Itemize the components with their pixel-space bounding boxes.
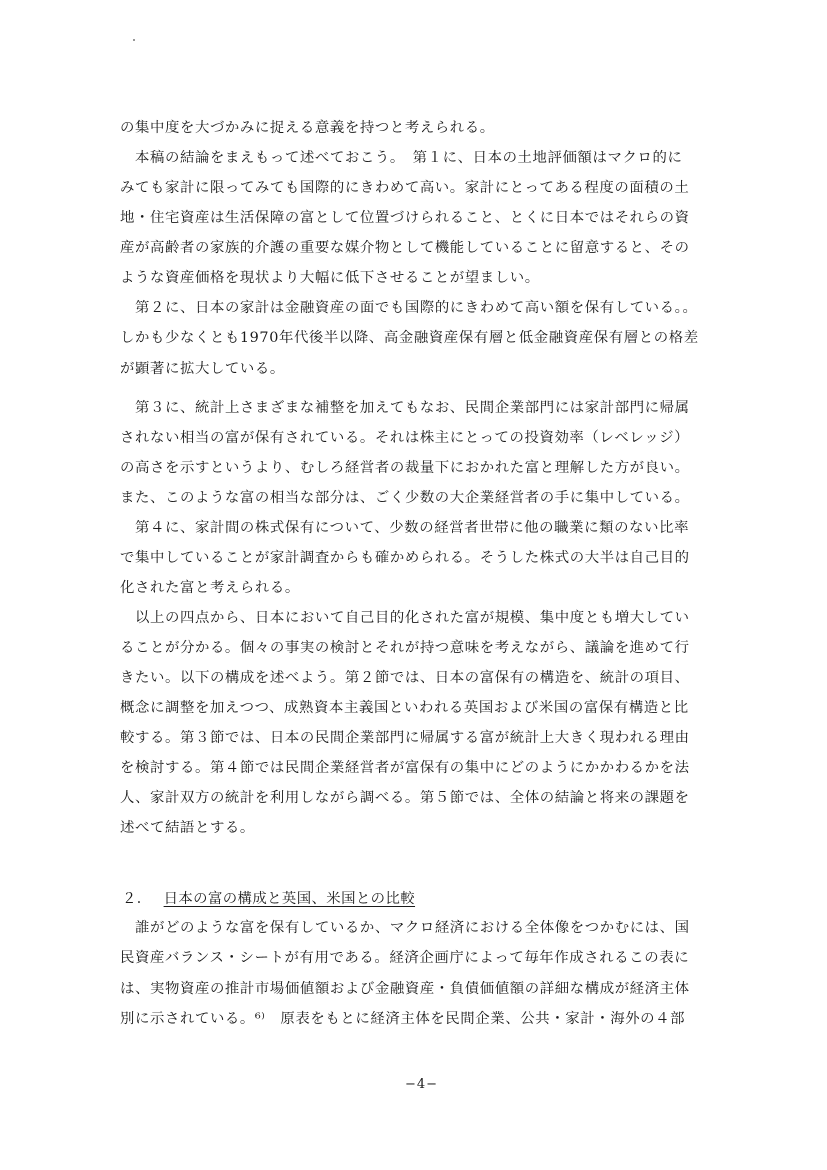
text-line: 述べて結語とする。 bbox=[120, 820, 255, 836]
text-line: 本稿の結論をまえもって述べておこう。 第１に、日本の土地評価額はマクロ的に bbox=[135, 150, 683, 166]
text-line: 第２に、日本の家計は金融資産の面でも国際的にきわめて高い額を保有している。。 bbox=[135, 300, 698, 316]
text-line: 人、家計双方の統計を利用しながら調べる。第５節では、全体の結論と将来の課題を bbox=[120, 790, 690, 806]
text-line: の高さを示すというより、むしろ経営者の裁量下におかれた富と理解した方が良い。 bbox=[120, 460, 690, 476]
text-line: また、このような富の相当な部分は、ごく少数の大企業経営者の手に集中している。 bbox=[120, 490, 690, 506]
text-line: 以上の四点から、日本において自己目的化された富が規模、集中度とも増大してい bbox=[135, 610, 690, 626]
text-line: 較する。第３節では、日本の民間企業部門に帰属する富が統計上大きく現われる理由 bbox=[120, 730, 690, 746]
text-line: 別に示されている。⁶⁾ 原表をもとに経済主体を民間企業、公共・家計・海外の４部 bbox=[120, 1011, 686, 1027]
text-line: で集中していることが家計調査からも確かめられる。そうした株式の大半は自己目的 bbox=[120, 550, 690, 566]
text-line: 民資産バランス・シートが有用である。経済企画庁によって毎年作成されるこの表に bbox=[120, 950, 690, 966]
text-line: 第３に、統計上さまざまな補整を加えてもなお、民間企業部門には家計部門に帰属 bbox=[135, 400, 690, 416]
text-line: は、実物資産の推計市場価値額および金融資産・負債価値額の詳細な構成が経済主体 bbox=[120, 981, 690, 997]
scan-speck bbox=[133, 39, 135, 41]
section-heading bbox=[122, 890, 415, 908]
text-line: 誰がどのような富を保有しているか、マクロ経済における全体像をつかむには、国 bbox=[135, 920, 690, 936]
section-title: 日本の富の構成と英国、米国との比較 bbox=[163, 891, 416, 907]
text-line: の集中度を大づかみに捉える意義を持つと考えられる。 bbox=[120, 120, 495, 136]
text-line: 産が高齢者の家族的介護の重要な媒介物として機能していることに留意すると、その bbox=[120, 240, 690, 256]
text-line: しかも少なくとも1970年代後半以降、高金融資産保有層と低金融資産保有層との格差 bbox=[120, 330, 699, 346]
text-line: 概念に調整を加えつつ、成熟資本主義国といわれる英国および米国の富保有構造と比 bbox=[120, 700, 689, 716]
text-line: ような資産価格を現状より大幅に低下させることが望ましい。 bbox=[120, 270, 540, 286]
text-line: を検討する。第４節では民間企業経営者が富保有の集中にどのようにかかわるかを法 bbox=[120, 760, 690, 776]
text-line: 地・住宅資産は生活保障の富として位置づけられること、とくに日本ではそれらの資 bbox=[120, 210, 690, 226]
text-line: されない相当の富が保有されている。それは株主にとっての投資効率（レベレッジ） bbox=[120, 430, 690, 446]
text-line: ることが分かる。個々の事実の検討とそれが持つ意味を考えながら、議論を進めて行 bbox=[120, 640, 690, 656]
text-line: が顕著に拡大している。 bbox=[120, 361, 285, 377]
text-line: 第４に、家計間の株式保有について、少数の経営者世帯に他の職業に類のない比率 bbox=[135, 520, 690, 536]
text-line: 化された富と考えられる。 bbox=[120, 580, 300, 596]
text-line: みても家計に限ってみても国際的にきわめて高い。家計にとってある程度の面積の土 bbox=[120, 180, 690, 196]
page-number: −4− bbox=[405, 1077, 439, 1092]
text-line: きたい。以下の構成を述べよう。第２節では、日本の富保有の構造を、統計の項目、 bbox=[120, 670, 690, 686]
section-number: ２． bbox=[122, 891, 152, 907]
